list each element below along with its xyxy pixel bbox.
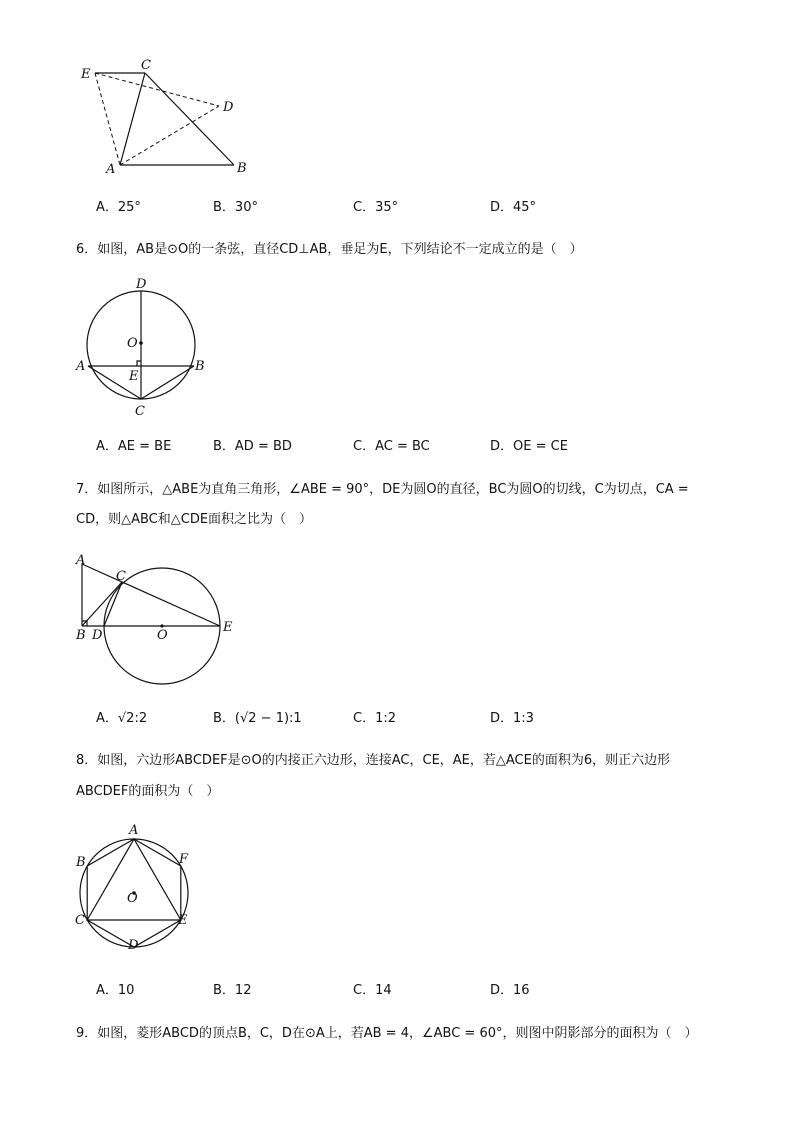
q8-label-F: F — [179, 852, 189, 867]
q7-label-O: O — [157, 628, 168, 643]
q7-question-line2: CD，则△ABC和△CDE面积之比为（ ） — [76, 512, 313, 527]
q8-option-a: A．10 — [96, 983, 135, 998]
q6-option-a: A．AE = BE — [96, 439, 172, 454]
segment-CA — [120, 73, 145, 165]
q7-option-b: B．(√2 − 1):1 — [213, 711, 302, 726]
q7-label-B: B — [76, 628, 86, 643]
q5-label-C: C — [141, 58, 151, 73]
q8-question-line2: ABCDEF的面积为（ ） — [76, 784, 220, 799]
q5-label-B: B — [237, 161, 247, 176]
q6-label-B: B — [195, 359, 205, 374]
q7-label-C: C — [116, 569, 126, 584]
q7-question-line1: 7．如图所示，△ABE为直角三角形，∠ABE = 90°，DE为圆O的直径，BC为圆O的切线，C为切点，CA = — [76, 482, 689, 497]
q8-label-E: E — [178, 913, 188, 928]
q8-option-b: B．12 — [213, 983, 252, 998]
q6-question-text: 6．如图，AB是⊙O的一条弦，直径CD⊥AB，垂足为E，下列结论不一定成立的是（ ） — [76, 242, 583, 257]
triangle-ACE — [87, 839, 181, 920]
segment-BC — [82, 582, 122, 626]
q8-option-d: D．16 — [490, 983, 530, 998]
segment-ED — [95, 73, 219, 106]
q6-label-A: A — [76, 359, 86, 374]
q8-question-line1: 8．如图，六边形ABCDEF是⊙O的内接正六边形，连接AC，CE，AE，若△ACE的面积为6，则正六边形 — [76, 753, 671, 768]
q8-label-D: D — [128, 938, 139, 953]
segment-EA — [95, 73, 120, 165]
q7-option-d: D．1:3 — [490, 711, 534, 726]
q6-option-c: C．AC = BC — [353, 439, 430, 454]
segment-AD — [120, 106, 219, 165]
q8-label-C: C — [75, 913, 85, 928]
q6-option-d: D．OE = CE — [490, 439, 568, 454]
center-dot-O — [139, 341, 143, 345]
q7-label-D: D — [92, 628, 103, 643]
q8-label-A: A — [129, 823, 139, 838]
q6-label-D: D — [136, 277, 147, 292]
q8-figure — [0, 820, 794, 960]
q7-figure — [0, 550, 794, 700]
q5-figure — [0, 0, 794, 200]
q5-option-a: A．25° — [96, 200, 141, 215]
segment-AE — [82, 564, 220, 626]
q6-label-C: C — [135, 404, 145, 419]
q7-label-A: A — [76, 553, 86, 568]
q7-option-a: A．√2:2 — [96, 711, 148, 726]
q8-label-B: B — [76, 855, 86, 870]
q6-option-b: B．AD = BD — [213, 439, 292, 454]
segment-BC — [141, 366, 194, 399]
q5-option-c: C．35° — [353, 200, 399, 215]
segment-CB — [145, 73, 234, 165]
q5-label-A: A — [106, 162, 116, 177]
q6-figure — [0, 270, 794, 420]
segment-CD — [104, 582, 122, 626]
q7-label-E: E — [223, 620, 233, 635]
q9-question-text: 9．如图，菱形ABCD的顶点B，C，D在⊙A上，若AB = 4，∠ABC = 60°，则图中阴影部分的面积为（ ） — [76, 1026, 698, 1041]
q8-option-c: C．14 — [353, 983, 392, 998]
q7-option-c: C．1:2 — [353, 711, 396, 726]
q8-label-O: O — [127, 891, 138, 906]
q5-option-d: D．45° — [490, 200, 537, 215]
q6-label-O: O — [127, 336, 138, 351]
q6-label-E: E — [129, 369, 139, 384]
q5-label-E: E — [81, 67, 91, 82]
q5-label-D: D — [223, 100, 234, 115]
q5-option-b: B．30° — [213, 200, 258, 215]
